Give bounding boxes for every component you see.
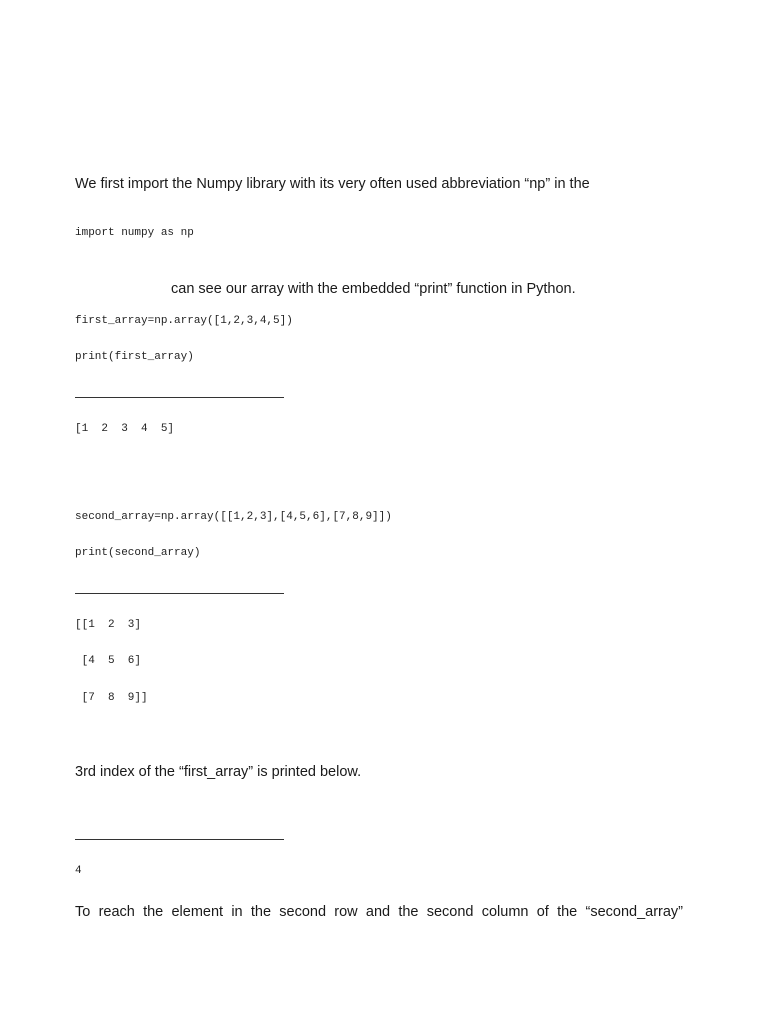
second-output-row: [4 5 6] xyxy=(75,655,142,667)
first-output-line: [1 2 3 4 5] xyxy=(75,423,175,435)
output-separator-rule xyxy=(75,397,284,398)
first-array-code-line: first_array=np.array([1,2,3,4,5]) xyxy=(75,315,293,327)
second-print-code-line: print(second_array) xyxy=(75,547,201,559)
reach-paragraph: To reach the element in the second row and the second column of the “second_array” xyxy=(75,904,683,920)
index-output-line: 4 xyxy=(75,865,82,877)
second-output-row: [[1 2 3] xyxy=(75,619,142,631)
output-separator-rule xyxy=(75,839,284,840)
second-array-code-line: second_array=np.array([[1,2,3],[4,5,6],[7,8,9]]) xyxy=(75,511,392,523)
second-output-row: [7 8 9]] xyxy=(75,692,148,704)
index-paragraph: 3rd index of the “first_array” is printed below. xyxy=(75,764,362,780)
first-print-code-line: print(first_array) xyxy=(75,351,194,363)
intro-paragraph: We first import the Numpy library with its very often used abbreviation “np” in the xyxy=(75,176,590,192)
output-separator-rule xyxy=(75,593,284,594)
import-code-line: import numpy as np xyxy=(75,227,194,239)
print-intro-paragraph: can see our array with the embedded “print” function in Python. xyxy=(171,281,576,297)
